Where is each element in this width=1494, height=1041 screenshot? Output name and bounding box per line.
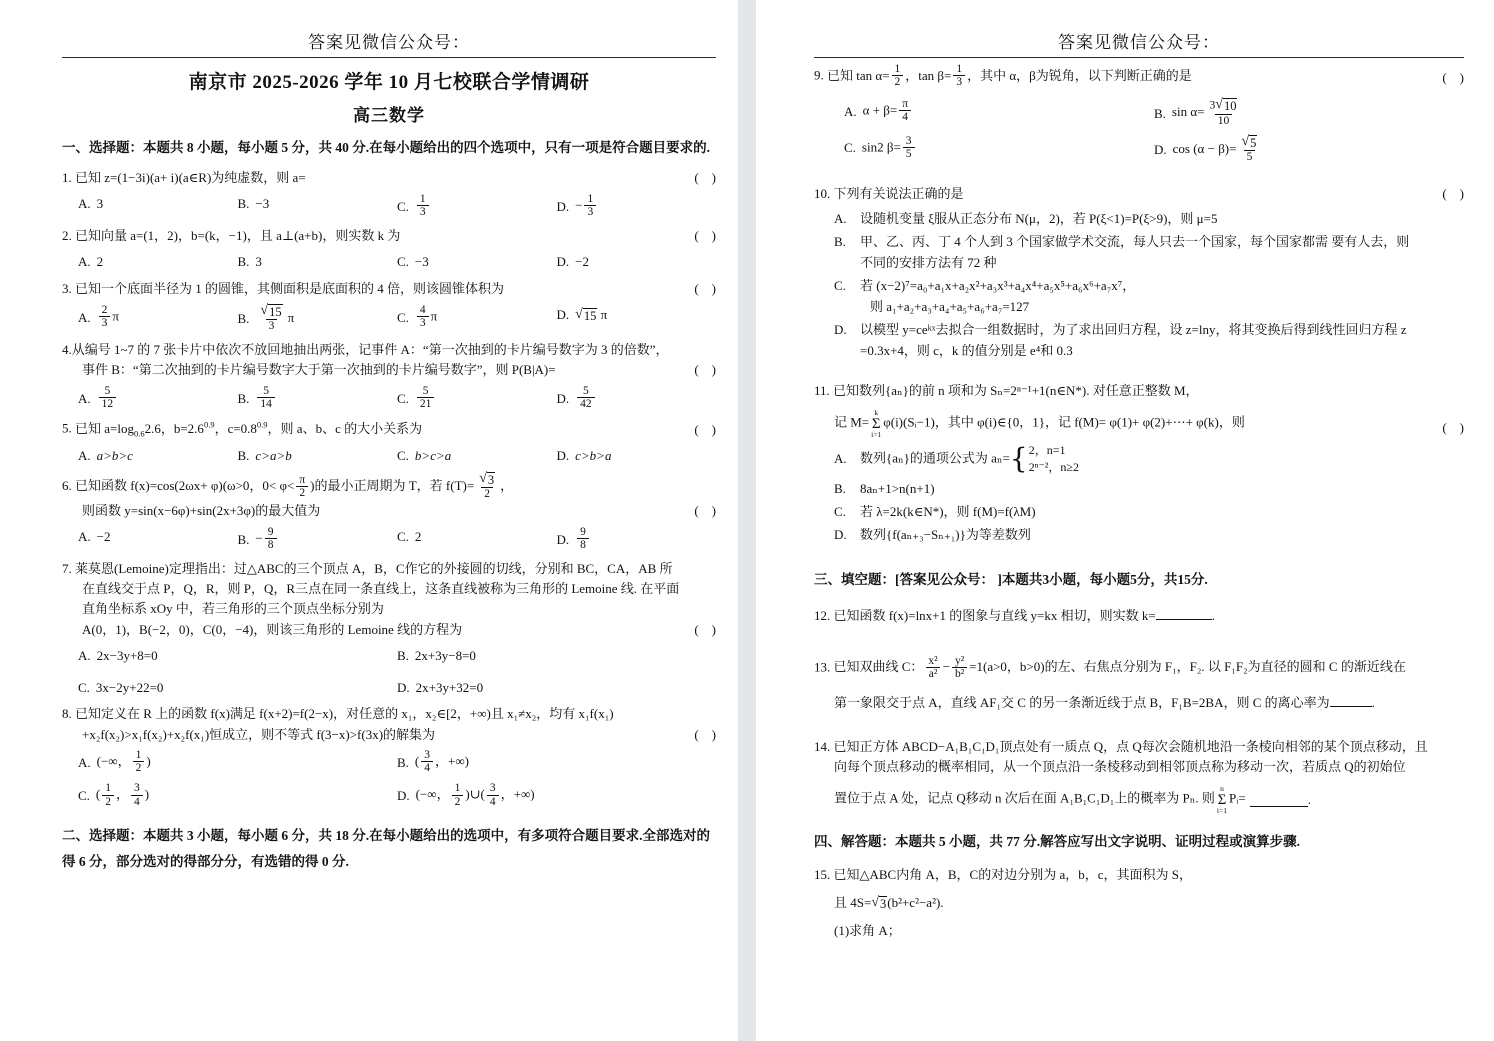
- q1-text: 已知 z=(1−3i)(a+ i)(a∈R)为纯虚数，则 a=: [75, 170, 306, 186]
- q8-number: 8.: [62, 706, 72, 722]
- q5-text: 已知 $a=\log_{0.6}2.6$，$b=2.6^{0.9}$，$c=0.8^{0.9}$，则 a、b、c 的大小关系为: [75, 419, 423, 439]
- q6-opt-c[interactable]: 2: [414, 529, 422, 545]
- q7-opt-d[interactable]: 2x+3y+32=0: [415, 679, 484, 695]
- q2-opt-b[interactable]: 3: [255, 254, 262, 270]
- q7-line-3: 直角坐标系 xOy 中，若三角形的三个顶点坐标分别为: [82, 601, 384, 617]
- q14-number: 14.: [814, 739, 831, 755]
- question-1: [62, 168, 716, 219]
- q2-opt-d-label: D.: [556, 254, 570, 270]
- q9-opt-b[interactable]: sin α= 3 √ 10 10: [1171, 97, 1237, 127]
- q3-text: 已知一个底面半径为 1 的圆锥，其侧面积是底面积的 4 倍，则该圆锥体积为: [75, 281, 505, 297]
- question-7: [62, 559, 716, 697]
- q12-text: 已知函数 f(x)=lnx+1 的图象与直线 y=kx 相切，则实数 k=: [833, 607, 1156, 623]
- q10-opt-b[interactable]: B. 甲、乙、丙、丁 4 个人到 3 个国家做学术交流，每人只去一个国家，每个国家都需 要有人去，则 不同的安排方法有 72 种: [834, 233, 1410, 270]
- q10-options: [834, 208, 1464, 361]
- q8-opt-c-label: C.: [78, 788, 90, 804]
- q4-opt-a[interactable]: 5 12: [99, 385, 117, 410]
- q14-line-1: 已知正方体 ABCD−A₁B₁C₁D₁顶点处有一质点 Q，点 Q每次会随机地沿一条棱向相邻的某个顶点移动，且: [833, 739, 1428, 755]
- q3-opt-a-label: A.: [78, 309, 91, 325]
- question-8: [62, 704, 716, 808]
- q11-line-1: 已知数列{aₙ}的前 n 项和为 Sₙ=2ⁿ⁻¹+1(n∈N*). 对任意正整数 M，: [833, 383, 1199, 399]
- q3-opt-c[interactable]: $\frac{4}{3}$ π: [415, 305, 437, 330]
- q11-answer-paren: ( ): [1442, 419, 1464, 435]
- page-left: [0, 0, 738, 1041]
- header-rule-right: [814, 57, 1464, 58]
- q11-number: 11.: [814, 383, 830, 399]
- q1-opt-b[interactable]: −3: [255, 196, 270, 212]
- q4-opt-a-label: A.: [78, 391, 91, 407]
- q6-answer-paren: ( ): [694, 503, 716, 519]
- q2-opt-d[interactable]: −2: [575, 254, 589, 270]
- q6-opt-a-label: A.: [78, 529, 91, 545]
- q8-opt-a-label: A.: [78, 755, 91, 771]
- question-10: [814, 184, 1464, 361]
- section-four-heading: 四、解答题：本题共 5 小题，共 77 分.解答应写出文字说明、证明过程或演算步骤.: [814, 833, 1300, 849]
- q9-options-row2: [844, 133, 1464, 164]
- q7-line-2: 在直线交于点 P，Q，R，则 P，Q，R三点在同一条直线上，这条直线被称为三角形的 Lemoine 线. 在平面: [82, 581, 680, 597]
- q1-opt-d[interactable]: − $\frac{1}{3}$: [575, 194, 598, 219]
- q9-opt-c[interactable]: sin2 β= $\frac{3}{5}$: [862, 136, 917, 161]
- q7-opt-d-label: D.: [397, 679, 410, 695]
- q5-options: [78, 446, 716, 466]
- q5-opt-b[interactable]: c>a>b: [255, 448, 292, 464]
- q10-text: 下列有关说法正确的是: [833, 186, 964, 201]
- q11-options: [834, 442, 1464, 546]
- page-header-watermark-right: 答案见微信公众号：: [1058, 33, 1220, 53]
- page-right: [756, 0, 1494, 1041]
- q8-line-1: 已知定义在 R 上的函数 f(x)满足 f(x+2)=f(2−x)，对任意的 x₁，x₂∈[2，+∞)且 x₁≠x₂，均有 x₁f(x₁): [75, 706, 614, 722]
- q3-number: 3.: [62, 281, 72, 297]
- q15-line-2: 且 4S= √ 3 (b²+c²−a²).: [834, 895, 944, 912]
- question-12: 12. 已知函数 f(x)=lnx+1 的图象与直线 y=kx 相切，则实数 k= .: [814, 607, 1215, 623]
- question-14: 14. 已知正方体 ABCD−A₁B₁C₁D₁顶点处有一质点 Q，点 Q每次会随机地沿一条棱向相邻的某个顶点移动，且 向每个顶点移动的概率相同，从一个顶点沿一条棱移动到相邻顶点称为移动一次，若质点 Q的初始位 置位于点 A 处，记点 Q移动 n 次后在面 A₁B₁C₁D₁上的概率为 Pₙ. 则 n Σ i=1 Pᵢ= .: [814, 737, 1464, 815]
- q5-opt-c-label: C.: [397, 448, 409, 464]
- q4-number: 4.: [62, 342, 72, 358]
- page-gutter: [738, 0, 756, 1041]
- q6-opt-b-label: B.: [237, 531, 250, 547]
- q3-opt-b-label: B.: [237, 311, 250, 327]
- q1-opt-b-label: B.: [237, 196, 250, 212]
- q3-opt-d[interactable]: √ 15 π: [575, 307, 608, 324]
- question-4: [62, 340, 716, 411]
- q9-opt-d[interactable]: cos (α − β)= √ 5 5: [1172, 133, 1257, 163]
- q10-opt-d[interactable]: D. 以模型 y=ceᵏˣ去拟合一组数据时，为了求出回归方程，设 z=lny，将其变换后得到线性回归方程 z =0.3x+4，则 c，k 的值分别是 e⁴和 0.3: [834, 322, 1407, 359]
- q1-answer-paren: ( ): [694, 170, 716, 186]
- q8-opt-d[interactable]: (−∞， $\frac{1}{2}$ )∪( $\frac{3}{4}$ ，+∞): [415, 782, 535, 808]
- q11-opt-c[interactable]: C. 若 λ=2k(k∈N*)，则 f(M)=f(λM): [834, 504, 1036, 520]
- q13-answer-blank[interactable]: [1330, 694, 1372, 707]
- q3-opt-a[interactable]: $\frac{2}{3}$ π: [97, 305, 119, 330]
- q14-line-2: 向每个顶点移动的概率相同，从一个顶点沿一条棱移动到相邻顶点称为移动一次，若质点 Q的初始位: [834, 759, 1406, 775]
- q6-opt-d[interactable]: 9 8: [577, 526, 589, 551]
- q4-opt-c[interactable]: 5 21: [417, 385, 435, 410]
- question-3: [62, 279, 716, 333]
- q8-line-2: +x₂f(x₂)>x₁f(x₂)+x₂f(x₁)恒成立，则不等式 f(3−x)>f(3x)的解集为: [82, 726, 436, 742]
- q4-line-1: 从编号 1~7 的 7 张卡片中依次不放回地抽出两张，记事件 A：“第一次抽到的卡片编号数字为 3 的倍数”，: [71, 342, 669, 358]
- q11-opt-a[interactable]: A. 数列{aₙ}的通项公式为 aₙ= { 2，n=1 2ⁿ⁻²，n≥2: [834, 441, 1079, 475]
- subject-title: 高三数学: [353, 106, 425, 125]
- q3-opt-b[interactable]: √ 15 3 π: [260, 302, 295, 333]
- q9-opt-d-label: D.: [1154, 142, 1167, 158]
- question-2: [62, 226, 716, 272]
- q3-options: [78, 302, 716, 333]
- q14-answer-blank[interactable]: [1250, 794, 1308, 807]
- q2-opt-c-label: C.: [397, 254, 409, 270]
- q4-opt-c-label: C.: [397, 391, 409, 407]
- q8-opt-a[interactable]: (−∞， $\frac{1}{2}$ ): [96, 749, 151, 775]
- q2-opt-a[interactable]: 2: [96, 254, 104, 270]
- q8-opt-d-label: D.: [397, 788, 410, 804]
- q1-opt-d-label: D.: [556, 198, 570, 214]
- q2-text: 已知向量 a=(1，2)，b=(k，−1)，且 a⊥(a+b)，则实数 k 为: [75, 228, 401, 244]
- q2-opt-c[interactable]: −3: [414, 254, 429, 270]
- q7-options-row2: [78, 677, 716, 697]
- q6-opt-d-label: D.: [556, 531, 570, 547]
- q1-opt-a[interactable]: 3: [96, 196, 104, 212]
- q5-opt-d[interactable]: c>b>a: [575, 448, 612, 464]
- q6-line-2: 则函数 y=sin(x−6φ)+sin(2x+3φ)的最大值为: [82, 503, 321, 519]
- q3-answer-paren: ( ): [694, 281, 716, 297]
- q2-answer-paren: ( ): [694, 228, 716, 244]
- page-header-watermark: 答案见微信公众号：: [308, 33, 470, 53]
- q8-opt-c[interactable]: ( $\frac{1}{2}$ ， $\frac{3}{4}$ ): [95, 782, 150, 808]
- q4-line-2: 事件 B：“第二次抽到的卡片编号数字大于第一次抽到的卡片编号数字”，则 P(B|A)=: [82, 362, 556, 378]
- q3-opt-c-label: C.: [397, 309, 409, 325]
- q5-opt-c[interactable]: b>c>a: [414, 448, 452, 464]
- q10-opt-c[interactable]: C. 若 (x−2)⁷=a₀+a₁x+a₂x²+a₃x³+a₄x⁴+a₅x⁵+a₆x⁶+a₇x⁷， 则 a₁+a₂+a₃+a₄+a₅+a₆+a₇=127: [834, 277, 1136, 314]
- q6-opt-a[interactable]: −2: [96, 529, 111, 545]
- q8-opt-b-label: B.: [397, 755, 409, 771]
- section-three-heading: 三、填空题：[答案见公众号： ]本题共3小题，每小题5分，共15分.: [814, 572, 1208, 588]
- q12-number: 12.: [814, 607, 831, 623]
- q1-opt-c[interactable]: 1 3: [417, 193, 429, 218]
- q14-line-3: 置位于点 A 处，记点 Q移动 n 次后在面 A₁B₁C₁D₁上的概率为 Pₙ. 则 n Σ i=1 Pᵢ=: [834, 784, 1246, 816]
- q3-opt-d-label: D.: [556, 307, 570, 323]
- page-title: 南京市 2025-2026 学年 10 月七校联合学情调研: [188, 72, 590, 93]
- q8-answer-paren: ( ): [694, 726, 716, 742]
- q7-opt-b-label: B.: [397, 647, 409, 663]
- q4-opt-d-label: D.: [556, 391, 570, 407]
- q6-options: [78, 527, 716, 552]
- q9-opt-b-label: B.: [1154, 105, 1166, 121]
- q4-opt-b-label: B.: [237, 391, 250, 407]
- question-15: [814, 865, 1464, 941]
- q11-opt-d[interactable]: D. 数列{f(aₙ₊₃−Sₙ₊₁)}为等差数列: [834, 527, 1031, 543]
- q7-opt-b[interactable]: 2x+3y−8=0: [414, 647, 476, 663]
- q8-opt-b[interactable]: ( $\frac{3}{4}$ ，+∞): [414, 749, 469, 775]
- q11-opt-b[interactable]: B. 8aₙ+1>n(n+1): [834, 481, 935, 497]
- q15-number: 15.: [814, 867, 831, 882]
- q6-line-1: 已知函数 f(x)=cos(2ωx+ φ)(ω>0，0< φ< $\frac{\pi}{2}$ )的最小正周期为 T，若 f(T)= √ 3 2 ，: [75, 470, 514, 501]
- q2-opt-b-label: B.: [237, 254, 250, 270]
- q7-line-1: 莱莫恩(Lemoine)定理指出：过△ABC的三个顶点 A，B，C作它的外接圆的切线，分别和 BC，CA，AB 所: [75, 561, 673, 577]
- q5-number: 5.: [62, 420, 72, 436]
- q5-opt-a[interactable]: a>b>c: [96, 448, 133, 464]
- q7-line-4: A(0，1)，B(−2，0)，C(0，−4)，则该三角形的 Lemoine 线的方程为: [82, 621, 463, 637]
- q6-opt-c-label: C.: [397, 529, 409, 545]
- q5-opt-d-label: D.: [556, 448, 570, 464]
- q9-number: 9.: [814, 67, 824, 83]
- q6-number: 6.: [62, 478, 72, 494]
- q5-answer-paren: ( ): [694, 422, 716, 438]
- question-5: [62, 418, 716, 466]
- q15-part-1: (1)求角 A；: [834, 923, 901, 939]
- q7-options-row1: [78, 645, 716, 665]
- q2-number: 2.: [62, 228, 72, 244]
- q1-opt-a-label: A.: [78, 196, 91, 212]
- q2-opt-a-label: A.: [78, 254, 91, 270]
- q7-opt-c-label: C.: [78, 679, 90, 695]
- q10-number: 10.: [814, 186, 831, 201]
- q7-answer-paren: ( ): [694, 621, 716, 637]
- q1-options: [78, 194, 716, 219]
- q10-opt-a[interactable]: A. 设随机变量 ξ服从正态分布 N(μ，2)，若 P(ξ<1)=P(ξ>9)，则 μ=5: [834, 210, 1218, 226]
- q11-line-2: 记 M= k Σ i=1 φ(i)(Sᵢ−1)，其中 φ(i)∈{0，1}，记 f(M)= φ(1)+ φ(2)+⋯+ φ(k)，则: [834, 408, 1245, 440]
- q8-options-row2: [78, 783, 716, 808]
- question-13: 13. 已知双曲线 C： $\frac{\text{x²}}{\text{a²}}$ − $\frac{\text{y²}}{\text{b²}}$ =1(a>0，b>0)的左、右焦点分别为 F₁，F₂. 以 F₁F₂为直径的圆和 C 的渐近线在 第一象限交于点 A，直线 AF₁交 C 的另一条渐近线于点 B，F₁B=2BA，则 C 的离心率为 .: [814, 654, 1406, 711]
- q9-answer-paren: ( ): [1442, 70, 1464, 86]
- q4-opt-b[interactable]: 5 14: [257, 385, 275, 410]
- q7-number: 7.: [62, 561, 72, 577]
- q6-opt-b[interactable]: − $\frac{9}{8}$: [255, 527, 278, 552]
- q8-options-row1: [78, 750, 716, 775]
- q9-options-row1: [844, 99, 1464, 127]
- q5-opt-a-label: A.: [78, 448, 91, 464]
- q13-line-1: 已知双曲线 C： $\frac{\text{x²}}{\text{a²}}$ − $\frac{\text{y²}}{\text{b²}}$ =1(a>0，b>0)的左、右焦点分别为 F₁，F₂. 以 F₁F₂为直径的圆和 C 的渐近线在: [833, 654, 1406, 680]
- q9-opt-a-label: A.: [844, 103, 857, 119]
- q9-opt-a[interactable]: α + β= $\frac{\pi}{4}$: [863, 99, 913, 124]
- q4-answer-paren: ( ): [694, 362, 716, 378]
- q7-opt-a[interactable]: 2x−3y+8=0: [96, 647, 158, 663]
- q12-answer-blank[interactable]: [1156, 607, 1212, 620]
- question-6: [62, 470, 716, 552]
- question-9: [814, 64, 1464, 164]
- q5-opt-b-label: B.: [237, 448, 250, 464]
- q4-opt-d[interactable]: 5 42: [577, 385, 595, 410]
- q1-number: 1.: [62, 170, 72, 186]
- question-11: [814, 381, 1464, 545]
- q7-opt-c[interactable]: 3x−2y+22=0: [95, 679, 164, 695]
- header-rule: [62, 57, 716, 58]
- q13-line-2: 第一象限交于点 A，直线 AF₁交 C 的另一条渐近线于点 B，F₁B=2BA，则 C 的离心率为: [834, 695, 1330, 711]
- q9-text: 已知 tan α= $\frac{1}{2}$ ，tan β= $\frac{1}{3}$ ，其中 α，β为锐角，以下判断正确的是: [827, 63, 1192, 89]
- q7-opt-a-label: A.: [78, 647, 91, 663]
- section-two-heading: 二、选择题：本题共 3 小题，每小题 6 分，共 18 分.在每小题给出的选项中，有多项符合题目要求.全部选对的得 6 分，部分选对的得部分分，有选错的得 0 分.: [62, 827, 710, 869]
- q10-answer-paren: ( ): [1442, 186, 1464, 201]
- q4-options: [78, 386, 716, 411]
- q9-opt-c-label: C.: [844, 140, 856, 156]
- q1-opt-c-label: C.: [397, 198, 409, 214]
- section-one-heading: 一、选择题：本题共 8 小题，每小题 5 分，共 40 分.在每小题给出的四个选项中，只有一项是符合题目要求的.: [62, 140, 710, 155]
- q15-line-1: 已知△ABC内角 A，B，C的对边分别为 a，b，c，其面积为 S，: [833, 867, 1192, 882]
- q13-number: 13.: [814, 659, 831, 675]
- q2-options: [78, 252, 716, 272]
